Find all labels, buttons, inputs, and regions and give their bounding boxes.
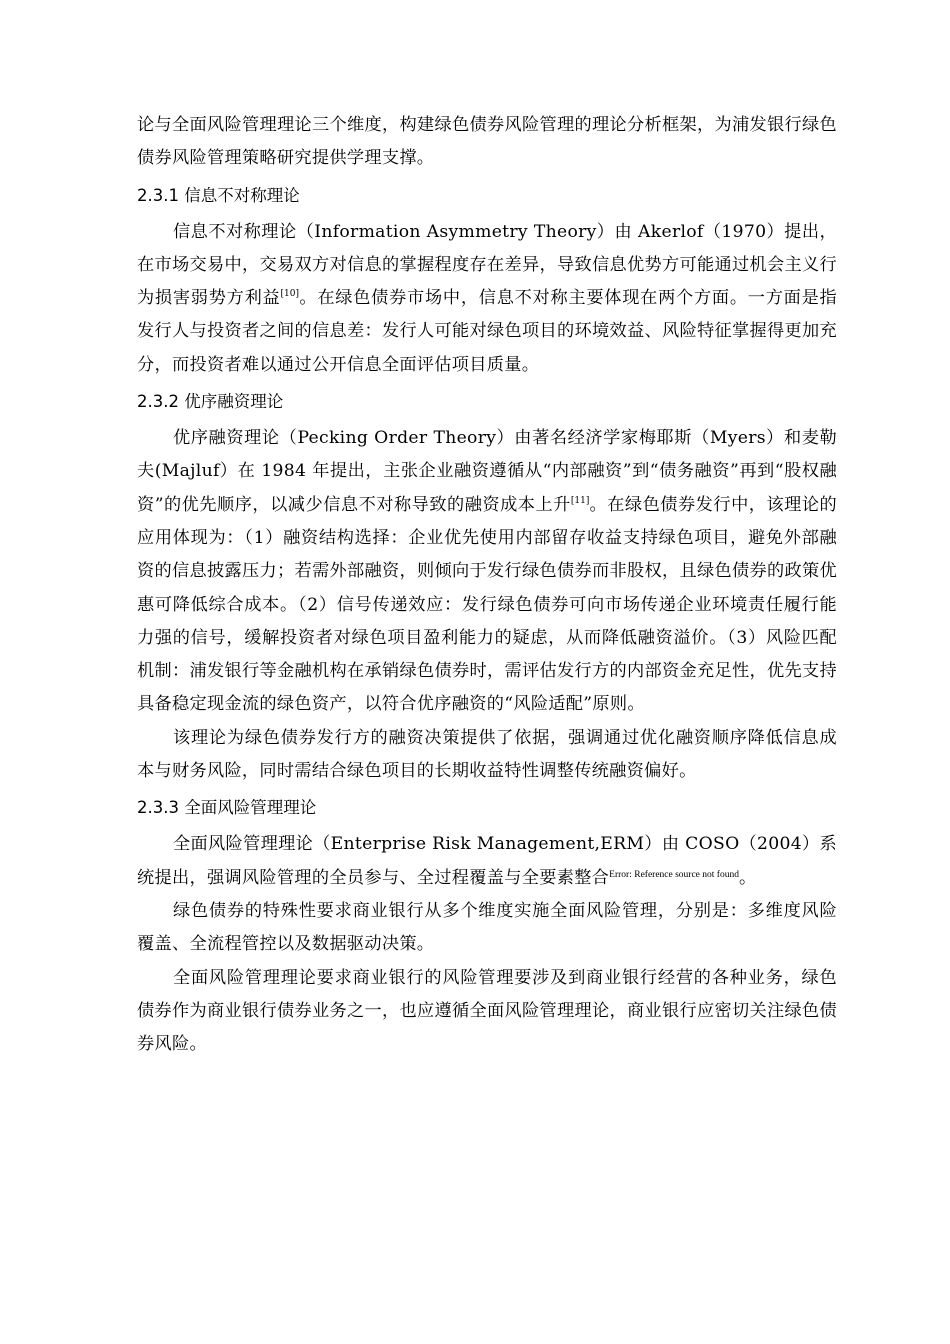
- paragraph-text: 信息不对称理论（Information Asymmetry Theory）由 Akerlof（1970）提出，在市场交易中，交易双方对信息的掌握程度存在差异，导致信息优势方可能通过机会主义行为损害弱势方利益: [137, 221, 837, 309]
- document-page: [137, 109, 837, 1061]
- paragraph-erm: [137, 828, 837, 895]
- section-heading-2-3-2: 2.3.2 优序融资理论: [137, 392, 284, 412]
- paragraph-pecking-order-summary: 该理论为绿色债券发行方的融资决策提供了依据，强调通过优化融资顺序降低信息成本与财务风险，同时需结合绿色项目的长期收益特性调整传统融资偏好。: [137, 727, 837, 782]
- paragraph-text: 。在绿色债券发行中，该理论的应用体现为：（1）融资结构选择：企业优先使用内部留存收益支持绿色项目，避免外部融资的信息披露压力；若需外部融资，则倾向于发行绿色债券而非股权，且绿色债券的政策优惠可降低综合成本。（2）信号传递效应：发行绿色债券可向市场传递企业环境责任履行能力强的信号，缓解投资者对绿色项目盈利能力的疑虑，从而降低融资溢价。（3）风险匹配机制：浦发银行等金融机构在承销绿色债券时，需评估发行方的内部资金充足性，优先支持具备稳定现金流的绿色资产，以符合优序融资的“风险适配”原则。: [137, 494, 838, 715]
- paragraph-text: 。在绿色债券市场中，信息不对称主要体现在两个方面。一方面是指发行人与投资者之间的信息差：发行人可能对绿色项目的环境效益、风险特征掌握得更加充分，而投资者难以通过公开信息全面评估项目质量。: [137, 288, 837, 375]
- paragraph-text: 。: [738, 867, 757, 888]
- paragraph-erm-green-bonds: 绿色债券的特殊性要求商业银行从多个维度实施全面风险管理，分别是：多维度风险覆盖、全流程管控以及数据驱动决策。: [137, 900, 837, 955]
- citation-11[interactable]: [11]: [570, 495, 590, 506]
- paragraph-text: 全面风险管理理论（Enterprise Risk Management,ERM）由 COSO（2004）系统提出，强调风险管理的全员参与、全过程覆盖与全要素整合: [137, 834, 837, 888]
- paragraph-text: 优序融资理论（Pecking Order Theory）由著名经济学家梅耶斯（Myers）和麦勒夫(Majluf）在 1984 年提出，主张企业融资遵循从“内部融资”到“债务融资”再到“股权融资”的优先顺序，以减少信息不对称导致的融资成本上升: [137, 428, 837, 515]
- intro-paragraph: 论与全面风险管理理论三个维度，构建绿色债券风险管理的理论分析框架，为浦发银行绿色债券风险管理策略研究提供学理支撑。: [137, 115, 837, 169]
- paragraph-erm-conclusion: 全面风险管理理论要求商业银行的风险管理要涉及到商业银行经营的各种业务，绿色债券作为商业银行债券业务之一，也应遵循全面风险管理理论，商业银行应密切关注绿色债券风险。: [137, 967, 837, 1055]
- section-heading-2-3-3: 2.3.3 全面风险管理理论: [137, 798, 317, 818]
- reference-error[interactable]: Error: Reference source not found: [609, 869, 739, 880]
- paragraph-pecking-order: [137, 422, 837, 722]
- section-heading-2-3-1: 2.3.1 信息不对称理论: [137, 185, 300, 205]
- paragraph-information-asymmetry: [137, 216, 837, 382]
- citation-10[interactable]: [10]: [280, 289, 299, 300]
